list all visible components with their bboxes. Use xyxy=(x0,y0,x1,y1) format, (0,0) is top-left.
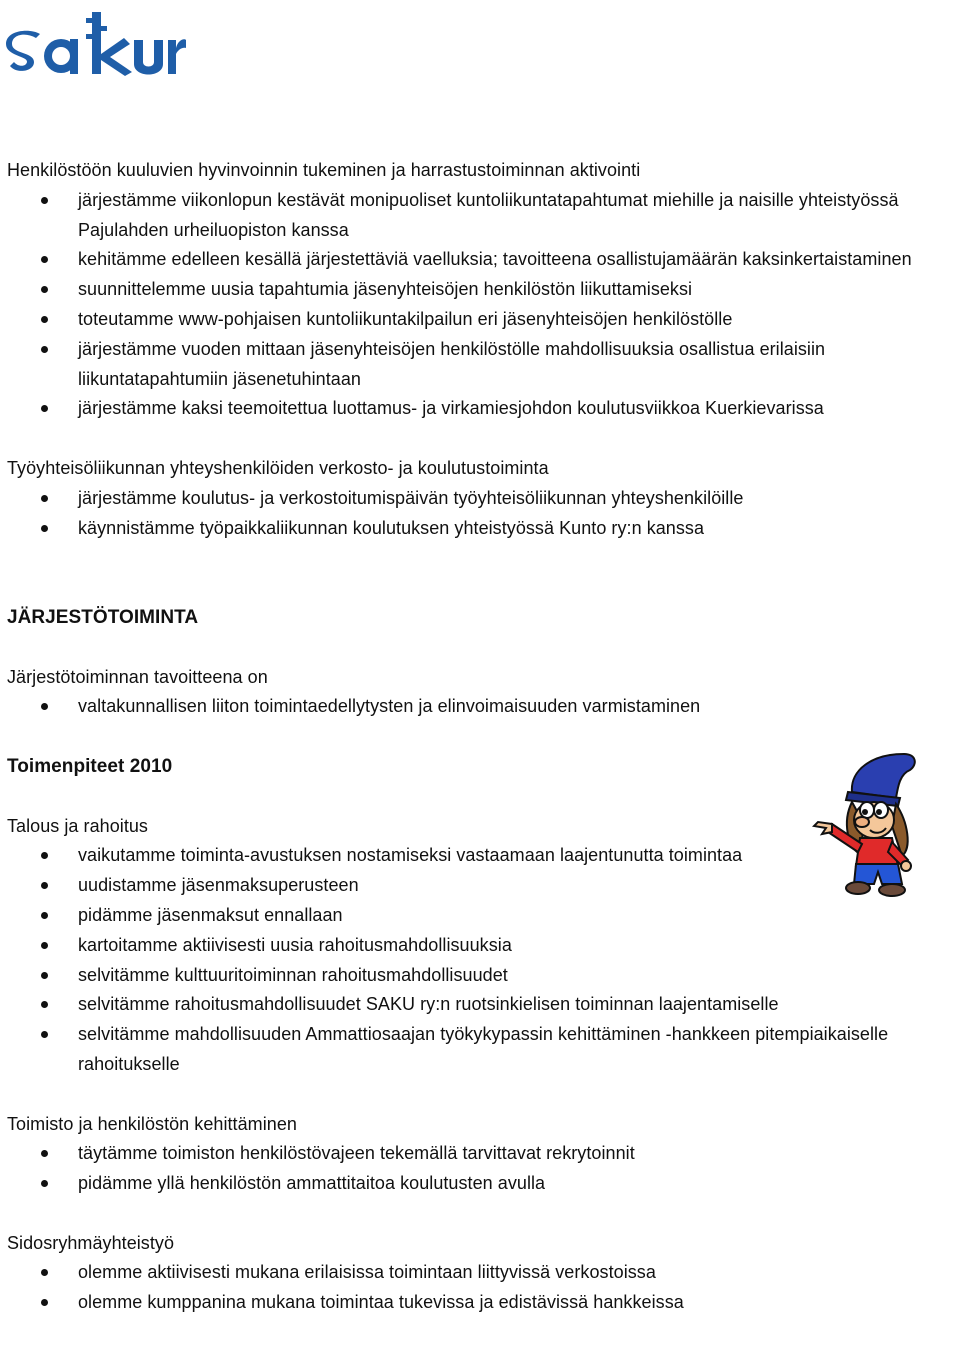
document-body xyxy=(7,156,960,1318)
mascot-illustration xyxy=(812,752,920,898)
org-heading: JÄRJESTÖTOIMINTA xyxy=(7,606,199,628)
wellbeing-list xyxy=(7,186,960,424)
stakeholders-label: Sidosryhmäyhteistyö xyxy=(7,1232,175,1253)
org-goal-list xyxy=(7,692,960,722)
list-item: kartoitamme aktiivisesti uusia rahoitusmahdollisuuksia xyxy=(7,931,960,961)
list-item: vaikutamme toiminta-avustuksen nostamiseksi vastaamaan laajentunutta toimintaa xyxy=(7,841,960,871)
office-label: Toimisto ja henkilöstön kehittäminen xyxy=(7,1113,297,1134)
measures-heading: Toimenpiteet 2010 xyxy=(7,755,173,777)
list-item: pidämme yllä henkilöstön ammattitaitoa koulutusten avulla xyxy=(7,1169,960,1199)
list-item: selvitämme rahoitusmahdollisuudet SAKU ry:n ruotsinkielisen toiminnan laajentamiselle xyxy=(7,990,960,1020)
office-list xyxy=(7,1139,960,1199)
network-list xyxy=(7,484,960,544)
list-item: järjestämme viikonlopun kestävät monipuoliset kuntoliikuntatapahtumat miehille ja naisille yhteistyössä Pajulahden urheiluopiston kanssa xyxy=(7,186,960,246)
network-label: Työyhteisöliikunnan yhteyshenkilöiden verkosto- ja koulutustoiminta xyxy=(7,457,549,478)
list-item: täytämme toimiston henkilöstövajeen tekemällä tarvittavat rekrytoinnit xyxy=(7,1139,960,1169)
saku-logo xyxy=(6,4,186,80)
list-item: käynnistämme työpaikkaliikunnan koulutuksen yhteistyössä Kunto ry:n kanssa xyxy=(7,514,960,544)
list-item: valtakunnallisen liiton toimintaedellytysten ja elinvoimaisuuden varmistaminen xyxy=(7,692,960,722)
list-item: selvitämme mahdollisuuden Ammattiosaajan työkykypassin kehittäminen -hankkeen pitempiaikaiselle rahoitukselle xyxy=(7,1020,960,1080)
list-item: uudistamme jäsenmaksuperusteen xyxy=(7,871,960,901)
list-item: järjestämme vuoden mittaan jäsenyhteisöjen henkilöstölle mahdollisuuksia osallistua erilaisiin liikuntatapahtumiin jäsenetuhintaan xyxy=(7,335,960,395)
list-item: olemme aktiivisesti mukana erilaisissa toimintaan liittyvissä verkostoissa xyxy=(7,1258,960,1288)
list-item: selvitämme kulttuuritoiminnan rahoitusmahdollisuudet xyxy=(7,961,960,991)
list-item: järjestämme kaksi teemoitettua luottamus- ja virkamiesjohdon koulutusviikkoa Kuerkievarissa xyxy=(7,394,960,424)
org-goal-label: Järjestötoiminnan tavoitteena on xyxy=(7,666,268,687)
list-item: järjestämme koulutus- ja verkostoitumispäivän työyhteisöliikunnan yhteyshenkilöille xyxy=(7,484,960,514)
finance-label: Talous ja rahoitus xyxy=(7,815,148,836)
list-item: olemme kumppanina mukana toimintaa tukevissa ja edistävissä hankkeissa xyxy=(7,1288,960,1318)
wellbeing-label: Henkilöstöön kuuluvien hyvinvoinnin tukeminen ja harrastustoiminnan aktivointi xyxy=(7,160,641,180)
stakeholders-list xyxy=(7,1258,960,1318)
list-item: pidämme jäsenmaksut ennallaan xyxy=(7,901,960,931)
list-item: suunnittelemme uusia tapahtumia jäsenyhteisöjen henkilöstön liikuttamiseksi xyxy=(7,275,960,305)
list-item: kehitämme edelleen kesällä järjestettäviä vaelluksia; tavoitteena osallistujamäärän kaksinkertaistaminen xyxy=(7,245,960,275)
list-item: toteutamme www-pohjaisen kuntoliikuntakilpailun eri jäsenyhteisöjen henkilöstölle xyxy=(7,305,960,335)
